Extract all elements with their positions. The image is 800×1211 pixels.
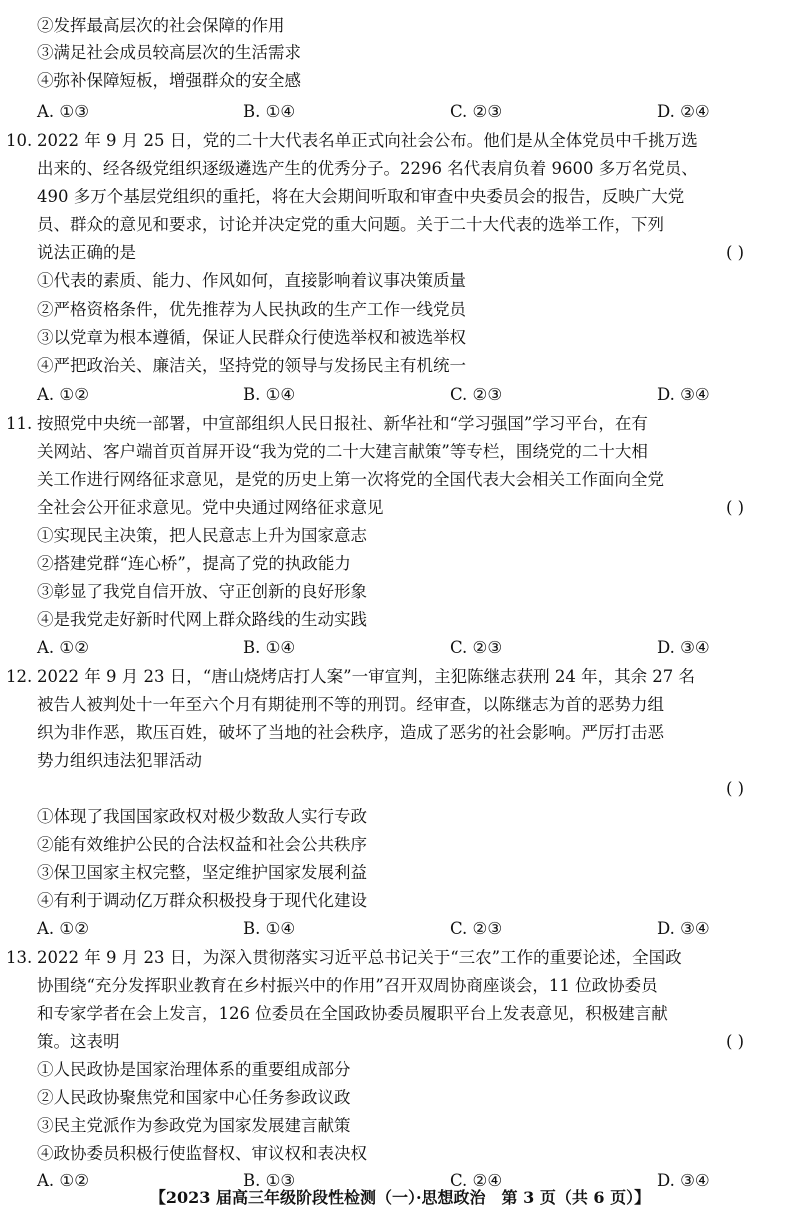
q11-stem-line-3: 关工作进行网络征求意见，是党的历史上第一次将党的全国代表大会相关工作面向全党 bbox=[37, 470, 664, 489]
q12-choice-b: B. ①④ bbox=[243, 919, 296, 938]
q13-stem-line-3: 和专家学者在会上发言，126 位委员在全国政协委员履职平台上发表意见，积极建言献 bbox=[37, 1004, 668, 1023]
q10-choices bbox=[37, 382, 777, 408]
q9-choices bbox=[37, 99, 777, 125]
q10-choice-b: B. ①④ bbox=[243, 385, 296, 404]
q10-choice-a: A. ①② bbox=[37, 385, 89, 404]
q11-number: 11. bbox=[6, 414, 33, 433]
q11-option-1: ①实现民主决策，把人民意志上升为国家意志 bbox=[37, 526, 367, 545]
q11-choice-b: B. ①④ bbox=[243, 638, 296, 657]
q10-stem-line-1: 10. 2022 年 9 月 25 日，党的二十大代表名单正式向社会公布。他们是从全体党员中千挑万选 bbox=[6, 128, 698, 154]
q9-option-4: ④弥补保障短板，增强群众的安全感 bbox=[37, 71, 301, 90]
q12-choice-a: A. ①② bbox=[37, 919, 89, 938]
q10-answer-blank: ( ) bbox=[726, 243, 745, 262]
q10-stem-line-4: 员、群众的意见和要求，讨论并决定党的重大问题。关于二十大代表的选举工作，下列 bbox=[37, 215, 664, 234]
q9-option-3: ③满足社会成员较高层次的生活需求 bbox=[37, 43, 301, 62]
q9-choice-d: D. ②④ bbox=[657, 102, 710, 121]
q10-option-4: ④严把政治关、廉洁关，坚持党的领导与发扬民主有机统一 bbox=[37, 356, 466, 375]
q10-option-2: ②严格资格条件，优先推荐为人民执政的生产工作一线党员 bbox=[37, 300, 466, 319]
q11-option-2: ②搭建党群“连心桥”，提高了党的执政能力 bbox=[37, 554, 351, 573]
q11-choice-a: A. ①② bbox=[37, 638, 89, 657]
q13-choice-c: C. ②④ bbox=[450, 1171, 503, 1190]
q12-stem-line-1: 12. 2022 年 9 月 23 日，“唐山烧烤店打人案”一审宣判，主犯陈继志获刑 24 年，其余 27 名 bbox=[6, 664, 695, 690]
q9-choice-c: C. ②③ bbox=[450, 102, 503, 121]
q12-option-4: ④有利于调动亿万群众积极投身于现代化建设 bbox=[37, 891, 367, 910]
q10-choice-c: C. ②③ bbox=[450, 385, 503, 404]
q11-answer-blank: ( ) bbox=[726, 498, 745, 517]
q12-stem-line-4: 势力组织违法犯罪活动 bbox=[37, 751, 202, 770]
q10-stem-line-3: 490 多万个基层党组织的重托，将在大会期间听取和审查中央委员会的报告，反映广大党 bbox=[37, 187, 685, 206]
q13-answer-blank: ( ) bbox=[726, 1032, 745, 1051]
q13-choice-b: B. ①③ bbox=[243, 1171, 296, 1190]
q11-stem-line-4: 全社会公开征求意见。党中央通过网络征求意见 bbox=[37, 498, 384, 517]
q9-choice-b: B. ①④ bbox=[243, 102, 296, 121]
q13-option-3: ③民主党派作为参政党为国家发展建言献策 bbox=[37, 1116, 351, 1135]
q12-choice-c: C. ②③ bbox=[450, 919, 503, 938]
q13-stem-line-4: 策。这表明 bbox=[37, 1032, 120, 1051]
q10-option-3: ③以党章为根本遵循，保证人民群众行使选举权和被选举权 bbox=[37, 328, 466, 347]
q12-number: 12. bbox=[6, 667, 33, 686]
q11-stem-line-1: 11. 按照党中央统一部署，中宣部组织人民日报社、新华社和“学习强国”学习平台，在有 bbox=[6, 411, 648, 437]
q9-option-2: ②发挥最高层次的社会保障的作用 bbox=[37, 16, 285, 35]
q11-stem-line-2: 关网站、客户端首页首屏开设“我为党的二十大建言献策”等专栏，围绕党的二十大相 bbox=[37, 442, 648, 461]
q12-stem-line-2: 被告人被判处十一年至六个月有期徒刑不等的刑罚。经审查，以陈继志为首的恶势力组 bbox=[37, 695, 664, 714]
q13-stem-line-2: 协围绕“充分发挥职业教育在乡村振兴中的作用”召开双周协商座谈会，11 位政协委员 bbox=[37, 976, 658, 995]
q13-option-1: ①人民政协是国家治理体系的重要组成部分 bbox=[37, 1060, 351, 1079]
q13-option-2: ②人民政协聚焦党和国家中心任务参政议政 bbox=[37, 1088, 351, 1107]
q12-stem-line-3: 织为非作恶，欺压百姓，破坏了当地的社会秩序，造成了恶劣的社会影响。严厉打击恶 bbox=[37, 723, 664, 742]
q13-number: 13. bbox=[6, 948, 33, 967]
q13-choice-a: A. ①② bbox=[37, 1171, 89, 1190]
q10-stem-line-2: 出来的、经各级党组织逐级遴选产生的优秀分子。2296 名代表肩负着 9600 多万名党员、 bbox=[37, 159, 698, 178]
q12-option-3: ③保卫国家主权完整，坚定维护国家发展利益 bbox=[37, 863, 367, 882]
q10-number: 10. bbox=[6, 131, 33, 150]
q11-choices bbox=[37, 635, 777, 661]
q12-answer-blank: ( ) bbox=[726, 779, 745, 798]
q12-option-2: ②能有效维护公民的合法权益和社会公共秩序 bbox=[37, 835, 367, 854]
q12-choice-d: D. ③④ bbox=[657, 919, 710, 938]
q9-choice-a: A. ①③ bbox=[37, 102, 89, 121]
q11-choice-d: D. ③④ bbox=[657, 638, 710, 657]
q11-option-4: ④是我党走好新时代网上群众路线的生动实践 bbox=[37, 610, 367, 629]
q12-choices bbox=[37, 916, 777, 942]
q13-option-4: ④政协委员积极行使监督权、审议权和表决权 bbox=[37, 1144, 367, 1163]
q12-option-1: ①体现了我国国家政权对极少数敌人实行专政 bbox=[37, 807, 367, 826]
q10-stem-line-5: 说法正确的是 bbox=[37, 243, 136, 262]
q10-choice-d: D. ③④ bbox=[657, 385, 710, 404]
q11-option-3: ③彰显了我党自信开放、守正创新的良好形象 bbox=[37, 582, 367, 601]
q10-option-1: ①代表的素质、能力、作风如何，直接影响着议事决策质量 bbox=[37, 271, 466, 290]
q11-choice-c: C. ②③ bbox=[450, 638, 503, 657]
page-footer: 【2023 届高三年级阶段性检测（一）·思想政治 第 3 页（共 6 页）】 bbox=[149, 1188, 651, 1207]
q13-stem-line-1: 13. 2022 年 9 月 23 日，为深入贯彻落实习近平总书记关于“三农”工作的重要论述，全国政 bbox=[6, 945, 682, 971]
q13-choice-d: D. ③④ bbox=[657, 1171, 710, 1190]
